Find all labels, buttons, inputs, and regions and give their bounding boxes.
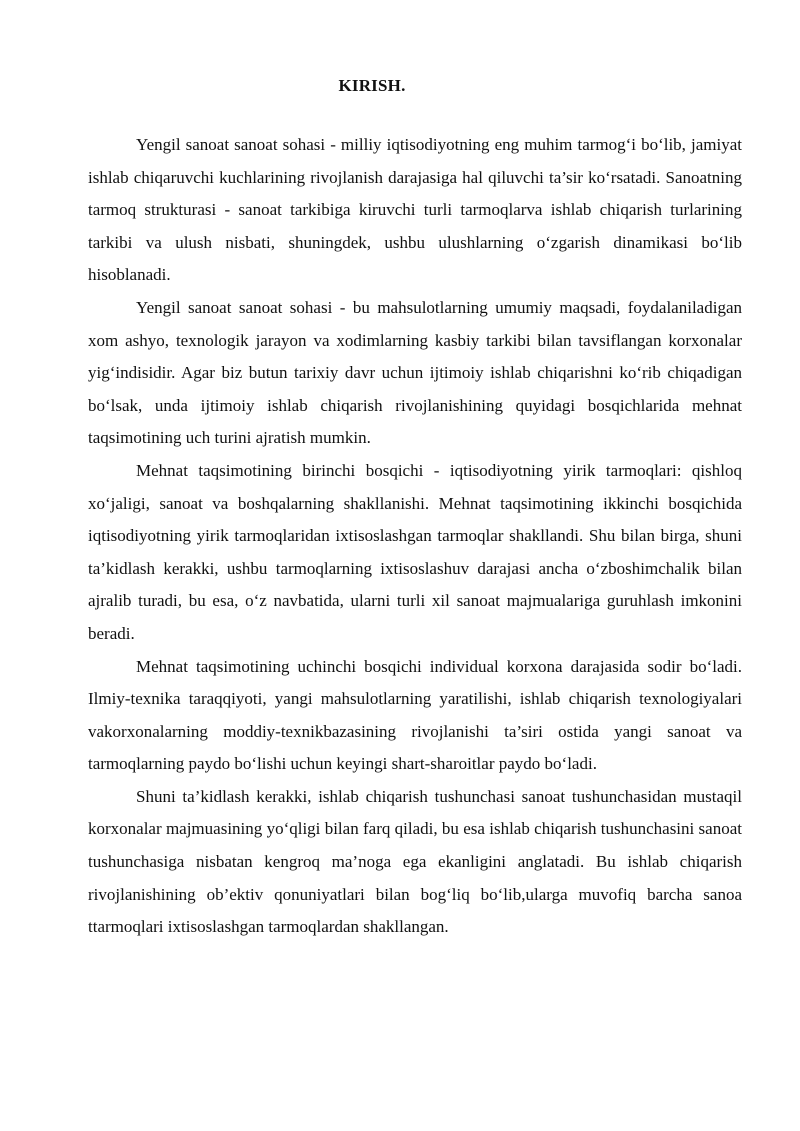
section-title: KIRISH. [338, 76, 406, 95]
paragraph-5: Shuni ta’kidlash kerakki, ishlab chiqarish tushunchasi sanoat tushunchasidan mustaqil korxonalar majmuasining yo‘qligi bilan farq qiladi, bu esa ishlab chiqarish tushunchasini sanoat tushunchasiga nisbatan kengroq ma’noga ega ekanligini anglatadi. Bu ishlab chiqarish rivojlanishining ob’ektiv qonuniyatlari bilan bog‘liq bo‘lib,ularga muvofiq barcha sanoa ttarmoqlari ixtisoslashgan tarmoqlardan shakllangan. [88, 786, 742, 937]
paragraph-2: Yengil sanoat sanoat sohasi - bu mahsulotlarning umumiy maqsadi, foydalaniladigan xom ashyo, texnologik jarayon va xodimlarning kasbiy tarkibi bilan tavsiflangan korxonalar yig‘indisidir. Agar biz butun tarixiy davr uchun ijtimoiy ishlab chiqarishni ko‘rib chiqadigan bo‘lsak, unda ijtimoiy ishlab chiqarish rivojlanishining quyidagi bosqichlarida mehnat taqsimotining uch turini ajratish mumkin. [88, 297, 742, 448]
paragraph-1: Yengil sanoat sanoat sohasi - milliy iqtisodiyotning eng muhim tarmog‘i bo‘lib, jamiyat ishlab chiqaruvchi kuchlarining rivojlanish darajasiga hal qiluvchi ta’sir ko‘rsatadi. Sanoatning tarmoq strukturasi - sanoat tarkibiga kiruvchi turli tarmoqlarva ishlab chiqarish turlarining tarkibi va ulush nisbati, shuningdek, ushbu ulushlarning o‘zgarish dinamikasi bo‘lib hisoblanadi. [88, 135, 742, 285]
paragraph-4: Mehnat taqsimotining uchinchi bosqichi individual korxona darajasida sodir bo‘ladi. Ilmiy-texnika taraqqiyoti, yangi mahsulotlarning yaratilishi, ishlab chiqarish texnologiyalari vakorxonalarning moddiy-texnikbazasining rivojlanishi ta’siri ostida yangi sanoat va tarmoqlarning paydo bo‘lishi uchun keyingi shart-sharoitlar paydo bo‘ladi. [88, 656, 742, 774]
document-body [88, 129, 742, 944]
paragraph-3: Mehnat taqsimotining birinchi bosqichi - iqtisodiyotning yirik tarmoqlari: qishloq xo‘jaligi, sanoat va boshqalarning shakllanishi. Mehnat taqsimotining ikkinchi bosqichida iqtisodiyotning yirik tarmoqlaridan ixtisoslashgan tarmoqlar shakllandi. Shu bilan birga, shuni ta’kidlash kerakki, ushbu tarmoqlarning ixtisoslashuv darajasi ancha o‘zboshimchalik bilan ajralib turadi, bu esa, o‘z navbatida, ularni turli xil sanoat majmualariga guruhlash imkonini beradi. [88, 460, 742, 643]
